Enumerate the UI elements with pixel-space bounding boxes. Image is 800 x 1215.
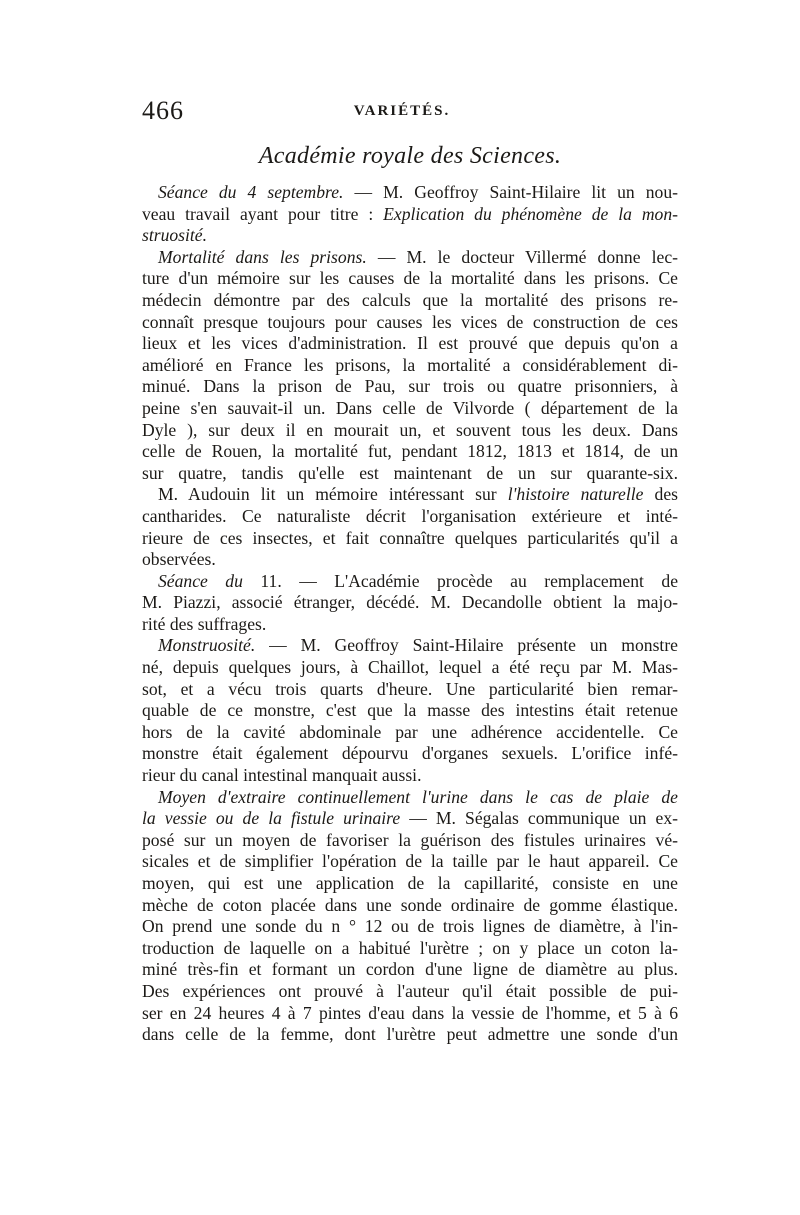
text-run: rité des suffrages. <box>142 613 267 634</box>
text-line <box>142 506 678 528</box>
italic-run: Séance du 4 septembre. <box>158 182 344 202</box>
text-run: — M. Ségalas communique un ex- <box>400 808 678 829</box>
text-line <box>142 743 678 765</box>
text-run: — M. le docteur Villermé donne lec- <box>366 246 678 267</box>
text-run: né, depuis quelques jours, à Chaillot, lequel a été reçu par M. Mas- <box>142 657 678 678</box>
text-line <box>142 1003 678 1025</box>
text-line <box>142 333 678 355</box>
text-run: ser en 24 heures 4 à 7 pintes d'eau dans la vessie de l'homme, et 5 à 6 <box>142 1002 678 1023</box>
text-run: minué. Dans la prison de Pau, sur trois ou quatre prisonniers, à <box>142 376 678 397</box>
text-line <box>142 463 678 485</box>
text-run: posé sur un moyen de favoriser la guérison des fistules urinaires vé- <box>142 829 678 850</box>
text-line <box>142 981 678 1003</box>
text-line <box>142 376 678 398</box>
text-run: M. Audouin lit un mémoire intéressant sur <box>158 484 508 505</box>
paragraph <box>142 484 678 570</box>
text-line <box>142 247 678 269</box>
text-run: dans celle de la femme, dont l'urètre peut admettre une sonde d'un <box>142 1024 678 1045</box>
text-run: sicales et de simplifier l'opération de la taille par le haut appareil. Ce <box>142 851 678 872</box>
italic-run: Moyen d'extraire continuellement l'urine dans le cas de plaie de <box>158 786 678 807</box>
text-line <box>142 355 678 377</box>
text-line <box>142 441 678 463</box>
italic-run: l'histoire naturelle <box>507 484 644 505</box>
text-line <box>142 830 678 852</box>
paragraph <box>142 182 678 247</box>
text-line <box>142 916 678 938</box>
text-line <box>142 808 678 830</box>
text-line <box>142 700 678 722</box>
text-run: cantharides. Ce naturaliste décrit l'organisation extérieure et inté- <box>142 505 678 526</box>
text-line <box>142 204 678 226</box>
text-run: médecin démontre par des calculs que la mortalité des prisons re- <box>142 289 678 310</box>
text-run: ture d'un mémoire sur les causes de la mortalité dans les prisons. Ce <box>142 268 678 289</box>
text-line <box>142 225 678 247</box>
text-run: rieur du canal intestinal manquait aussi. <box>142 765 422 786</box>
paragraph <box>142 787 678 1046</box>
text-run: M. Piazzi, associé étranger, décédé. M. Decandolle obtient la majo- <box>142 592 678 613</box>
text-run: observées. <box>142 549 216 570</box>
text-line <box>142 657 678 679</box>
running-title: VARIÉTÉS. <box>353 103 451 119</box>
body-text <box>142 182 678 1046</box>
text-run: mèche de coton placée dans une sonde ordinaire de gomme élastique. <box>142 894 678 915</box>
running-head <box>142 96 662 132</box>
page-number: 466 <box>142 96 184 125</box>
paragraph <box>142 247 678 485</box>
text-run: 11. — L'Académie procède au remplacement de <box>242 570 679 591</box>
italic-run: Monstruosité. <box>158 635 256 656</box>
italic-run: Explication du phénomène de la mon- <box>383 203 678 224</box>
text-line <box>142 290 678 312</box>
text-line <box>142 851 678 873</box>
italic-run: struosité. <box>142 225 208 246</box>
text-run: peine s'en sauvait-il un. Dans celle de Vilvorde ( département de la <box>142 397 678 418</box>
text-run: troduction de laquelle on a habitué l'urètre ; on y place un coton la- <box>142 937 678 958</box>
text-run: lieux et les vices d'administration. Il est prouvé que depuis qu'on a <box>142 333 678 354</box>
text-run: des <box>643 484 679 505</box>
text-run: moyen, qui est une application de la capillarité, consiste en une <box>142 873 678 893</box>
italic-run: la vessie ou de la fistule urinaire <box>142 808 401 829</box>
text-line <box>142 959 678 981</box>
text-run: celle de Rouen, la mortalité fut, pendant 1812, 1813 et 1814, de un <box>142 441 678 462</box>
paragraph <box>142 635 678 786</box>
text-line <box>142 592 678 614</box>
text-run: sur quatre, tandis qu'elle est maintenant de un sur quarante-six. <box>142 462 678 483</box>
text-run: — M. Geoffroy Saint-Hilaire lit un nou- <box>343 182 678 202</box>
text-run: — M. Geoffroy Saint-Hilaire présente un monstre <box>255 635 678 656</box>
text-run: sot, et a vécu trois quarts d'heure. Une particularité bien remar- <box>142 678 678 699</box>
text-line <box>142 895 678 917</box>
text-run: rieure de ces insectes, et fait connaître quelques particularités qu'il a <box>142 527 678 548</box>
text-line <box>142 182 678 204</box>
text-line <box>142 722 678 744</box>
text-run: miné très-fin et formant un cordon d'une ligne de diamètre au plus. <box>142 959 678 980</box>
text-run: On prend une sonde du n ° 12 ou de trois lignes de diamètre, à l'in- <box>142 916 678 937</box>
text-line <box>142 420 678 442</box>
italic-run: Séance du <box>158 570 243 591</box>
text-line <box>142 765 678 787</box>
text-line <box>142 268 678 290</box>
text-line <box>142 679 678 701</box>
text-line <box>142 571 678 593</box>
text-run: monstre était également dépourvu d'organes sexuels. L'orifice infé- <box>142 743 678 764</box>
text-line <box>142 528 678 550</box>
text-line <box>142 484 678 506</box>
text-line <box>142 614 678 636</box>
text-run: amélioré en France les prisons, la mortalité a considérablement di- <box>142 354 678 375</box>
text-line <box>142 398 678 420</box>
section-title: Académie royale des Sciences. <box>258 143 562 169</box>
text-run: hors de la cavité abdominale par une adhérence accidentelle. Ce <box>142 721 678 742</box>
text-line <box>142 787 678 809</box>
italic-run: Mortalité dans les prisons. <box>158 246 367 267</box>
text-line <box>142 635 678 657</box>
text-run: quable de ce monstre, c'est que la masse des intestins était retenue <box>142 700 678 721</box>
text-line <box>142 938 678 960</box>
text-run: veau travail ayant pour titre : <box>142 203 384 224</box>
text-run: Des expériences ont prouvé à l'auteur qu'il était possible de pui- <box>142 980 678 1001</box>
text-line <box>142 312 678 334</box>
text-line <box>142 873 678 895</box>
text-run: connaît presque toujours pour causes les vices de construction de ces <box>142 311 678 332</box>
text-line <box>142 1024 678 1046</box>
paragraph <box>142 571 678 636</box>
text-line <box>142 549 678 571</box>
text-run: Dyle ), sur deux il en mourait un, et souvent tous les deux. Dans <box>142 419 678 440</box>
